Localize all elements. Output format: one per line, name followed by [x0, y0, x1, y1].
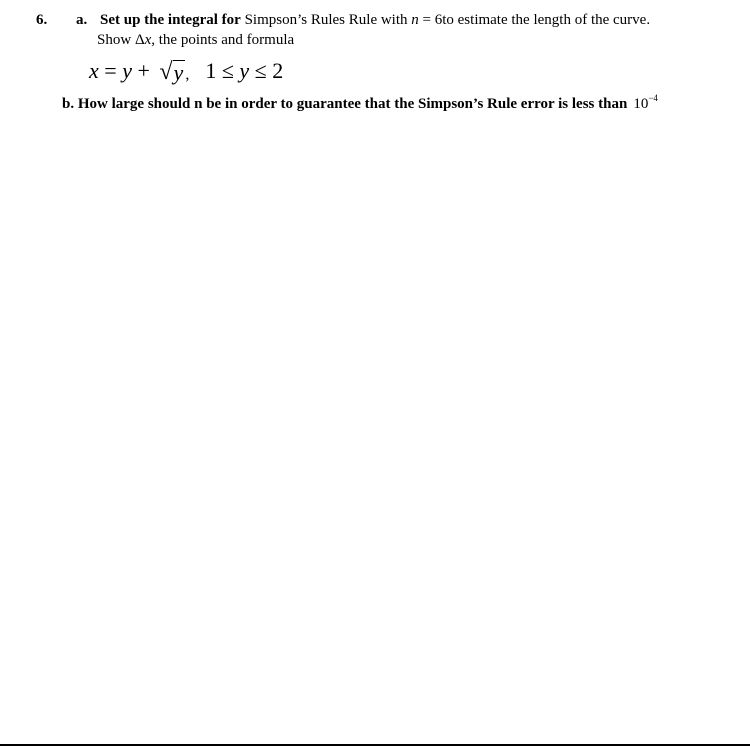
part-a-text-2: to estimate the length of the curve.	[442, 12, 651, 28]
part-a-show: Show	[97, 32, 135, 48]
error-bound-exponent: −4	[648, 93, 658, 103]
sqrt-sign: √	[159, 59, 173, 85]
equation-y: y	[122, 58, 132, 83]
equation-plus: +	[131, 58, 156, 83]
part-a-n-value: = 6	[418, 12, 443, 28]
part-b-text: b. How large should n be in order to guarantee that the Simpson’s Rule error is less than	[62, 96, 628, 112]
problem-number: 6.	[36, 12, 48, 28]
range-high: ≤ 2	[249, 58, 284, 83]
equation-comma: ,	[185, 66, 190, 83]
curve-equation	[89, 58, 283, 84]
part-a-text-1: Simpson’s Rules Rule with	[240, 12, 412, 28]
part-b	[62, 93, 658, 113]
equation-lhs: x	[89, 58, 99, 83]
equation-equals: =	[98, 58, 123, 83]
range-low: 1 ≤	[205, 58, 240, 83]
part-a-n-variable: n	[411, 12, 419, 28]
sqrt-argument: y	[173, 59, 184, 85]
delta-symbol: Δ	[134, 32, 145, 48]
part-a-bold-lead: Set up the integral for	[100, 12, 241, 28]
delta-variable: x	[144, 32, 152, 48]
part-a-letter: a.	[76, 12, 88, 28]
part-a-line-2	[97, 32, 294, 49]
square-root	[159, 60, 185, 84]
range-variable: y	[239, 58, 250, 83]
part-a-line-2-suffix: , the points and formula	[151, 32, 295, 48]
part-a-line-1	[100, 12, 650, 29]
error-bound-base: 10	[633, 96, 649, 112]
